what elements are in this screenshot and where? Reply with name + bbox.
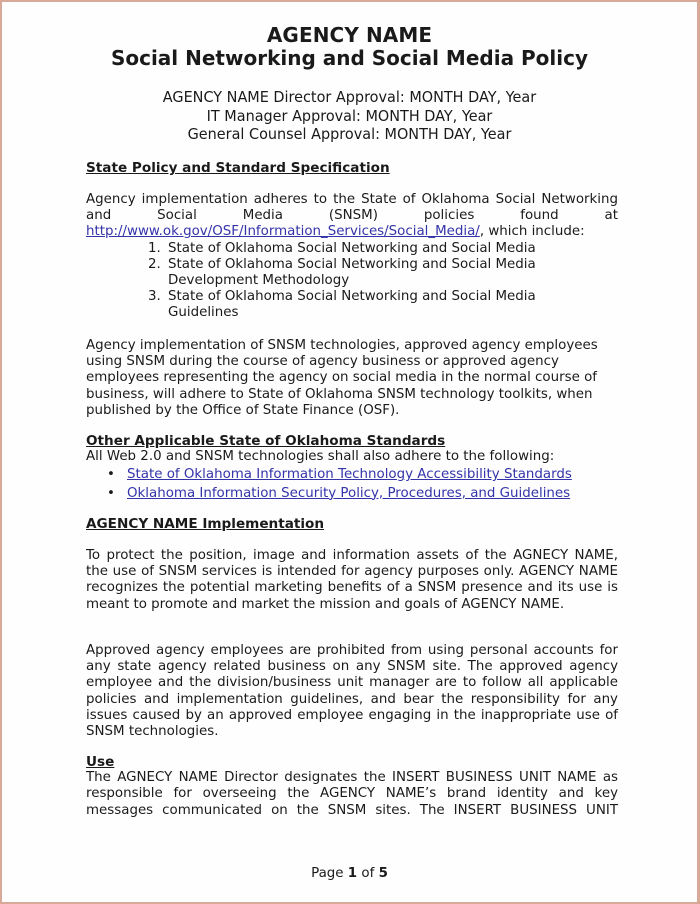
page-label: Page xyxy=(311,866,344,881)
page-footer xyxy=(2,866,697,881)
link-suffix: , which include: xyxy=(479,224,585,240)
current-page: 1 xyxy=(347,866,358,881)
section-state-policy xyxy=(86,160,618,176)
intro-line-1: Agency implementation adheres to the State of Oklahoma Social Networking xyxy=(86,192,618,207)
bullet-icon: • xyxy=(107,485,115,501)
list-number: 2. xyxy=(148,256,161,272)
list-item xyxy=(86,289,538,321)
total-pages: 5 xyxy=(378,866,388,881)
section-use xyxy=(86,754,618,819)
list-item xyxy=(86,467,618,483)
accessibility-standards-link[interactable]: State of Oklahoma Information Technology Accessibility Standards xyxy=(127,467,572,483)
list-item xyxy=(86,486,618,502)
paragraph: Agency implementation of SNSM technologies, approved agency employees using SNSM during the course of agency business or approved agency employees representing the agency on social media in the normal course of business, will adhere to State of Oklahoma SNSM technology toolkits, when published by the Office of State Finance (OSF). xyxy=(86,338,598,418)
paragraph: To protect the position, image and information assets of the AGNECY NAME, the use of SNSM services is intended for agency purposes only. AGENCY NAME recognizes the potential marketing benefits of a SNSM presence and its use is meant to promote and market the mission and goals of AGENCY NAME. xyxy=(86,548,618,612)
implementation-paragraph-1 xyxy=(86,548,618,613)
list-item xyxy=(86,241,618,257)
paragraph: The AGNECY NAME Director designates the INSERT BUSINESS UNIT NAME as responsible for overseeing the AGENCY NAME’s brand identity and key messages communicated on the SNSM sites. The INSERT BUSINESS UNIT xyxy=(86,770,618,818)
state-policy-intro xyxy=(86,192,618,322)
list-item-text: State of Oklahoma Social Networking and Social Media Development Methodology xyxy=(168,256,536,289)
of-label: of xyxy=(361,866,375,881)
section-heading: Use xyxy=(86,754,115,770)
section-heading: State Policy and Standard Specification xyxy=(86,160,390,176)
policy-list xyxy=(86,241,618,322)
list-number: 1. xyxy=(148,240,161,256)
director-approval: AGENCY NAME Director Approval: MONTH DAY, Year xyxy=(162,88,537,106)
policy-title: Social Networking and Social Media Policy xyxy=(110,46,589,70)
section-implementation xyxy=(86,516,618,532)
intro-line-3 xyxy=(86,224,618,240)
it-manager-approval: IT Manager Approval: MONTH DAY, Year xyxy=(206,106,493,125)
bullet-icon: • xyxy=(107,467,115,483)
social-media-policy-link[interactable]: http://www.ok.gov/OSF/Information_Services/Social_Media/ xyxy=(86,224,480,240)
section-heading: AGENCY NAME Implementation xyxy=(86,516,325,532)
security-policy-link[interactable]: Oklahoma Information Security Policy, Procedures, and Guidelines xyxy=(127,485,571,501)
section-heading: Other Applicable State of Oklahoma Standards xyxy=(86,433,446,449)
paragraph: Approved agency employees are prohibited from using personal accounts for any state agency related business on any SNSM site. The approved agency employee and the division/business unit manager are to follow all applicable policies and implementation guidelines, and bear the responsibility for any issues caused by an approved employee engaging in the inappropriate use of SNSM technologies. xyxy=(86,643,618,740)
implementation-paragraph-2 xyxy=(86,643,618,740)
list-item-text: State of Oklahoma Social Networking and Social Media xyxy=(168,240,536,256)
title-block xyxy=(2,24,697,70)
standards-link-list xyxy=(86,467,618,501)
section-other-standards xyxy=(86,433,618,502)
list-number: 3. xyxy=(148,289,161,305)
agency-name-title: AGENCY NAME xyxy=(266,23,433,47)
other-standards-intro: All Web 2.0 and SNSM technologies shall also adhere to the following: xyxy=(86,449,555,465)
list-item-text: State of Oklahoma Social Networking and Social Media Guidelines xyxy=(168,289,536,321)
approvals-block xyxy=(26,88,672,144)
general-counsel-approval: General Counsel Approval: MONTH DAY, Year xyxy=(187,125,512,143)
intro-line-2: and Social Media (SNSM) policies found at xyxy=(86,208,618,224)
state-policy-paragraph xyxy=(86,338,611,419)
list-item xyxy=(86,257,538,289)
